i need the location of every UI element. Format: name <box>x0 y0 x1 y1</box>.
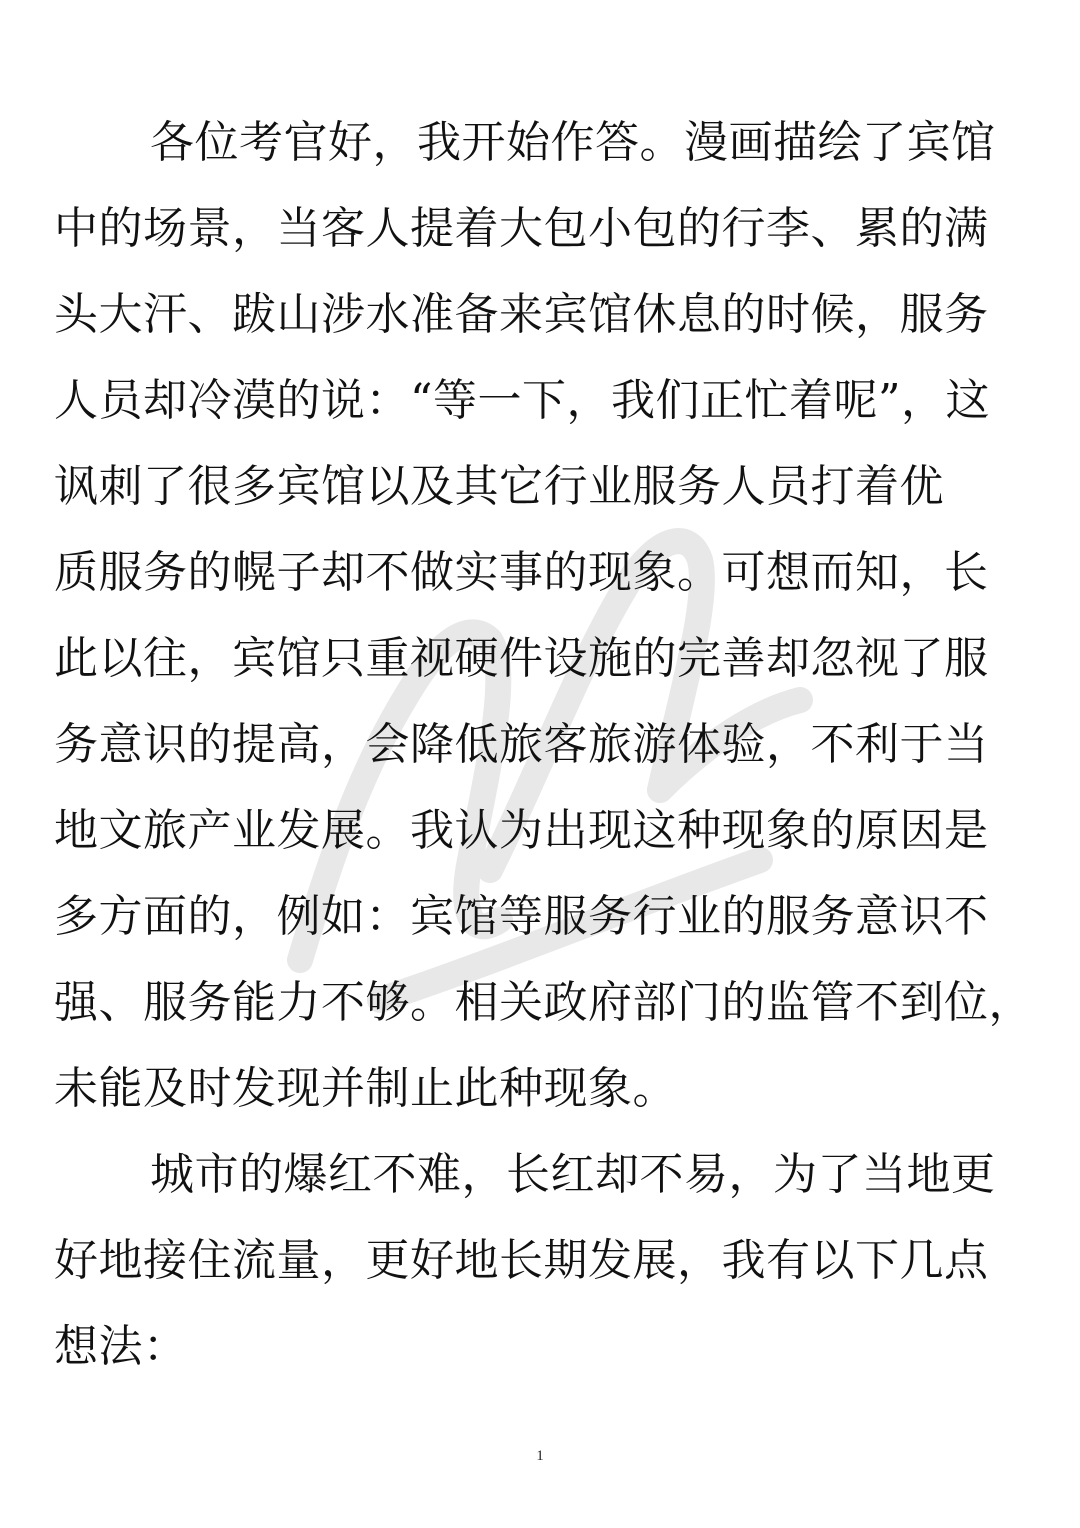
paragraph-line: 想法： <box>54 1321 188 1372</box>
paragraph-line: 地文旅产业发展。我认为出现这种现象的原因是 <box>54 805 989 856</box>
paragraph-line: 头大汗、跋山涉水准备来宾馆休息的时候，服务 <box>54 289 989 340</box>
paragraph-line: 务意识的提高，会降低旅客旅游体验，不利于当 <box>54 719 989 770</box>
paragraph-line: 此以往，宾馆只重视硬件设施的完善却忽视了服 <box>54 633 989 684</box>
paragraph-line: 人员却冷漠的说：“等一下，我们正忙着呢”，这 <box>54 375 990 426</box>
paragraph-line: 各位考官好，我开始作答。漫画描绘了宾馆 <box>150 117 996 168</box>
paragraph-line: 好地接住流量，更好地长期发展，我有以下几点 <box>54 1235 989 1286</box>
paragraph-line: 多方面的，例如：宾馆等服务行业的服务意识不 <box>54 891 989 942</box>
paragraph-line: 讽刺了很多宾馆以及其它行业服务人员打着优 <box>54 461 944 512</box>
paragraph-line: 质服务的幌子却不做实事的现象。可想而知，长 <box>54 547 989 598</box>
paragraph-line: 强、服务能力不够。相关政府部门的监管不到位， <box>54 977 1033 1028</box>
body-text <box>54 100 1034 1390</box>
paragraph-line: 未能及时发现并制止此种现象。 <box>54 1063 677 1114</box>
page-number: 1 <box>536 1448 544 1464</box>
paragraph-line: 中的场景，当客人提着大包小包的行李、累的满 <box>54 203 989 254</box>
paragraph-line: 城市的爆红不难，长红却不易，为了当地更 <box>150 1149 996 1200</box>
